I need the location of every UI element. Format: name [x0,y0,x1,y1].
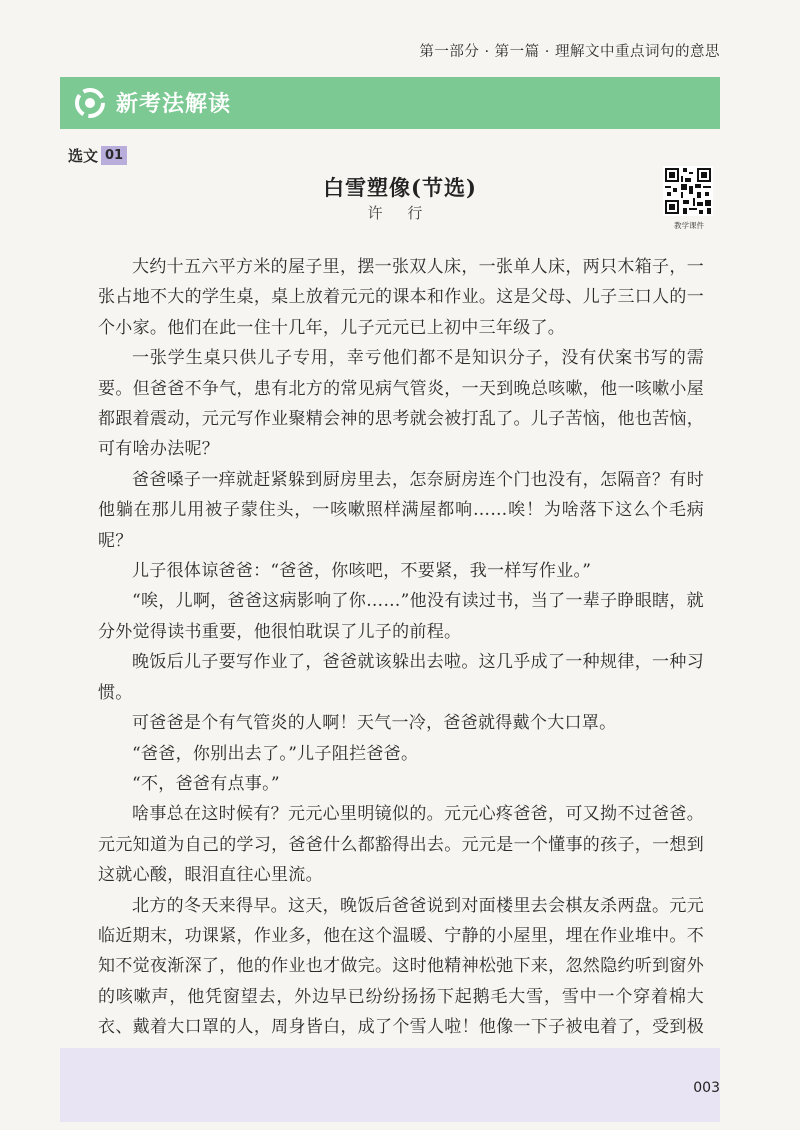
page-number: 003 [693,1080,720,1096]
paragraph: 啥事总在这时候有？元元心里明镜似的。元元心疼爸爸，可又拗不过爸爸。元元知道为自己的学习，爸爸什么都豁得出去。元元是一个懂事的孩子，一想到这就心酸，眼泪直往心里流。 [98,804,704,886]
running-header: 第一部分 · 第一篇 · 理解文中重点词句的意思 [419,44,720,60]
recycle-leaf-icon [75,88,105,118]
paragraph: “唉，儿啊，爸爸这病影响了你……”他没有读过书，当了一辈子睁眼瞎，就分外觉得读书重要，他很怕耽误了儿子的前程。 [98,591,704,642]
qr-label: 教学课件 [674,221,704,230]
paragraph: 一张学生桌只供儿子专用，幸亏他们都不是知识分子，没有伏案书写的需要。但爸爸不争气，患有北方的常见病气管炎，一天到晚总咳嗽，他一咳嗽小屋都跟着震动，元元写作业聚精会神的思考就会被打乱了。儿子苦恼，他也苦恼，可有啥办法呢？ [98,348,704,460]
article-title: 白雪塑像(节选) [323,175,477,200]
selection-number: 01 [101,146,127,165]
paragraph: 大约十五六平方米的屋子里，摆一张双人床，一张单人床，两只木箱子，一张占地不大的学生桌，桌上放着元元的课本和作业。这是父母、儿子三口人的一个小家。他们在此一住十几年，儿子元元已上初中三年级了。 [98,257,704,338]
selection-label: 选文 [68,146,99,165]
article-body [98,252,704,1073]
qr-code-icon[interactable] [663,166,713,216]
paragraph: 可爸爸是个有气管炎的人啊！天气一冷，爸爸就得戴个大口罩。 [132,713,617,734]
article-author: 许 行 [367,204,433,222]
paragraph: 儿子很体谅爸爸：“爸爸，你咳吧，不要紧，我一样写作业。” [132,561,592,582]
paragraph: “不，爸爸有点事。” [132,773,280,794]
paragraph: 爸爸嗓子一痒就赶紧躲到厨房里去，怎奈厨房连个门也没有，怎隔音？有时他躺在那儿用被子蒙住头，一咳嗽照样满屋都响……唉！为啥落下这么个毛病呢？ [98,469,704,551]
selection-tag [68,143,127,167]
banner-title: 新考法解读 [116,92,232,117]
footer-band [60,1048,720,1122]
section-banner [60,77,720,129]
paragraph: 北方的冬天来得早。这天，晚饭后爸爸说到对面楼里去会棋友杀两盘。元元临近期末，功课紧，作业多，他在这个温暖、宁静的小屋里，埋在作业堆中。不知不觉夜渐深了，他的作业也才做完。这时他精神松弛下来，忽然隐约听到窗外的咳嗽声，他凭窗望去，外边早已纷纷扬扬下起鹅毛大雪，雪中一个穿着棉大衣、戴着大口罩的人，周身皆白，成了个雪人啦！他像一下子被电着了，受到极 [98,895,704,1038]
paragraph: 晚饭后儿子要写作业了，爸爸就该躲出去啦。这几乎成了一种规律，一种习惯。 [98,652,704,703]
paragraph: “爸爸，你别出去了。”儿子阻拦爸爸。 [132,743,419,764]
